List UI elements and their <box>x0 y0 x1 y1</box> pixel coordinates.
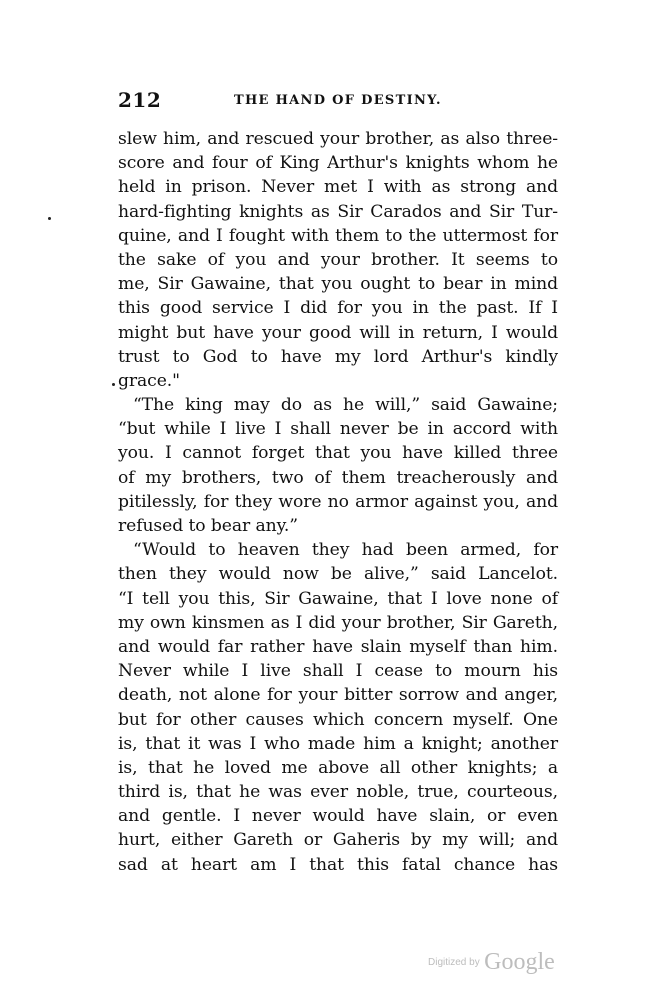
text-line: “The king may do as he will,” said Gawaine; <box>133 395 558 416</box>
text-line: pitilessly, for they wore no armor against you, and <box>118 491 558 512</box>
text-line: and gentle. I never would have slain, or even <box>118 806 558 827</box>
text-line: is, that it was I who made him a knight; another <box>118 733 558 754</box>
text-line: the sake of you and your brother. It seems to <box>118 249 558 270</box>
google-logo: Google <box>484 949 555 975</box>
text-line: “Would to heaven they had been armed, for <box>133 540 558 561</box>
running-head: THE HAND OF DESTINY. <box>234 93 442 108</box>
text-line: grace." <box>118 370 180 391</box>
text-line: Never while I live shall I cease to mourn his <box>118 661 558 682</box>
text-line: “I tell you this, Sir Gawaine, that I love none of <box>118 588 558 609</box>
text-line: you. I cannot forget that you have killed three <box>118 443 558 464</box>
text-line: then they would now be alive,” said Lancelot. <box>118 564 558 585</box>
text-line: hard-fighting knights as Sir Carados and Sir Tur- <box>118 201 558 222</box>
body-text <box>118 127 558 877</box>
text-line: refused to bear any.” <box>118 516 298 536</box>
text-line: is, that he loved me above all other knights; a <box>118 757 558 778</box>
text-line: “but while I live I shall never be in accord with <box>118 419 558 440</box>
scan-speck <box>112 383 115 386</box>
google-watermark <box>428 949 555 976</box>
text-line: of my brothers, two of them treacherously and <box>118 467 558 488</box>
text-line: trust to God to have my lord Arthur's kindly <box>118 346 558 367</box>
text-line: but for other causes which concern myself. One <box>118 709 558 730</box>
text-line: might but have your good will in return, I would <box>118 322 558 343</box>
scan-speck <box>48 217 51 220</box>
text-line: score and four of King Arthur's knights whom he <box>118 153 558 174</box>
text-line: death, not alone for your bitter sorrow and anger, <box>118 685 558 706</box>
page-header <box>118 88 538 118</box>
text-line: quine, and I fought with them to the uttermost for <box>118 225 558 246</box>
watermark-prefix: Digitized by <box>428 957 480 968</box>
text-line: slew him, and rescued your brother, as also three- <box>118 129 558 149</box>
text-line: and would far rather have slain myself than him. <box>118 636 558 657</box>
page-number: 212 <box>118 88 162 112</box>
text-line: me, Sir Gawaine, that you ought to bear in mind <box>118 274 558 295</box>
text-line: held in prison. Never met I with as strong and <box>118 177 558 198</box>
text-line: hurt, either Gareth or Gaheris by my will; and <box>118 830 558 851</box>
text-line: this good service I did for you in the past. If I <box>118 298 558 319</box>
text-line: sad at heart am I that this fatal chance has <box>118 854 558 875</box>
text-line: my own kinsmen as I did your brother, Sir Gareth, <box>118 612 558 633</box>
text-line: third is, that he was ever noble, true, courteous, <box>118 782 558 803</box>
